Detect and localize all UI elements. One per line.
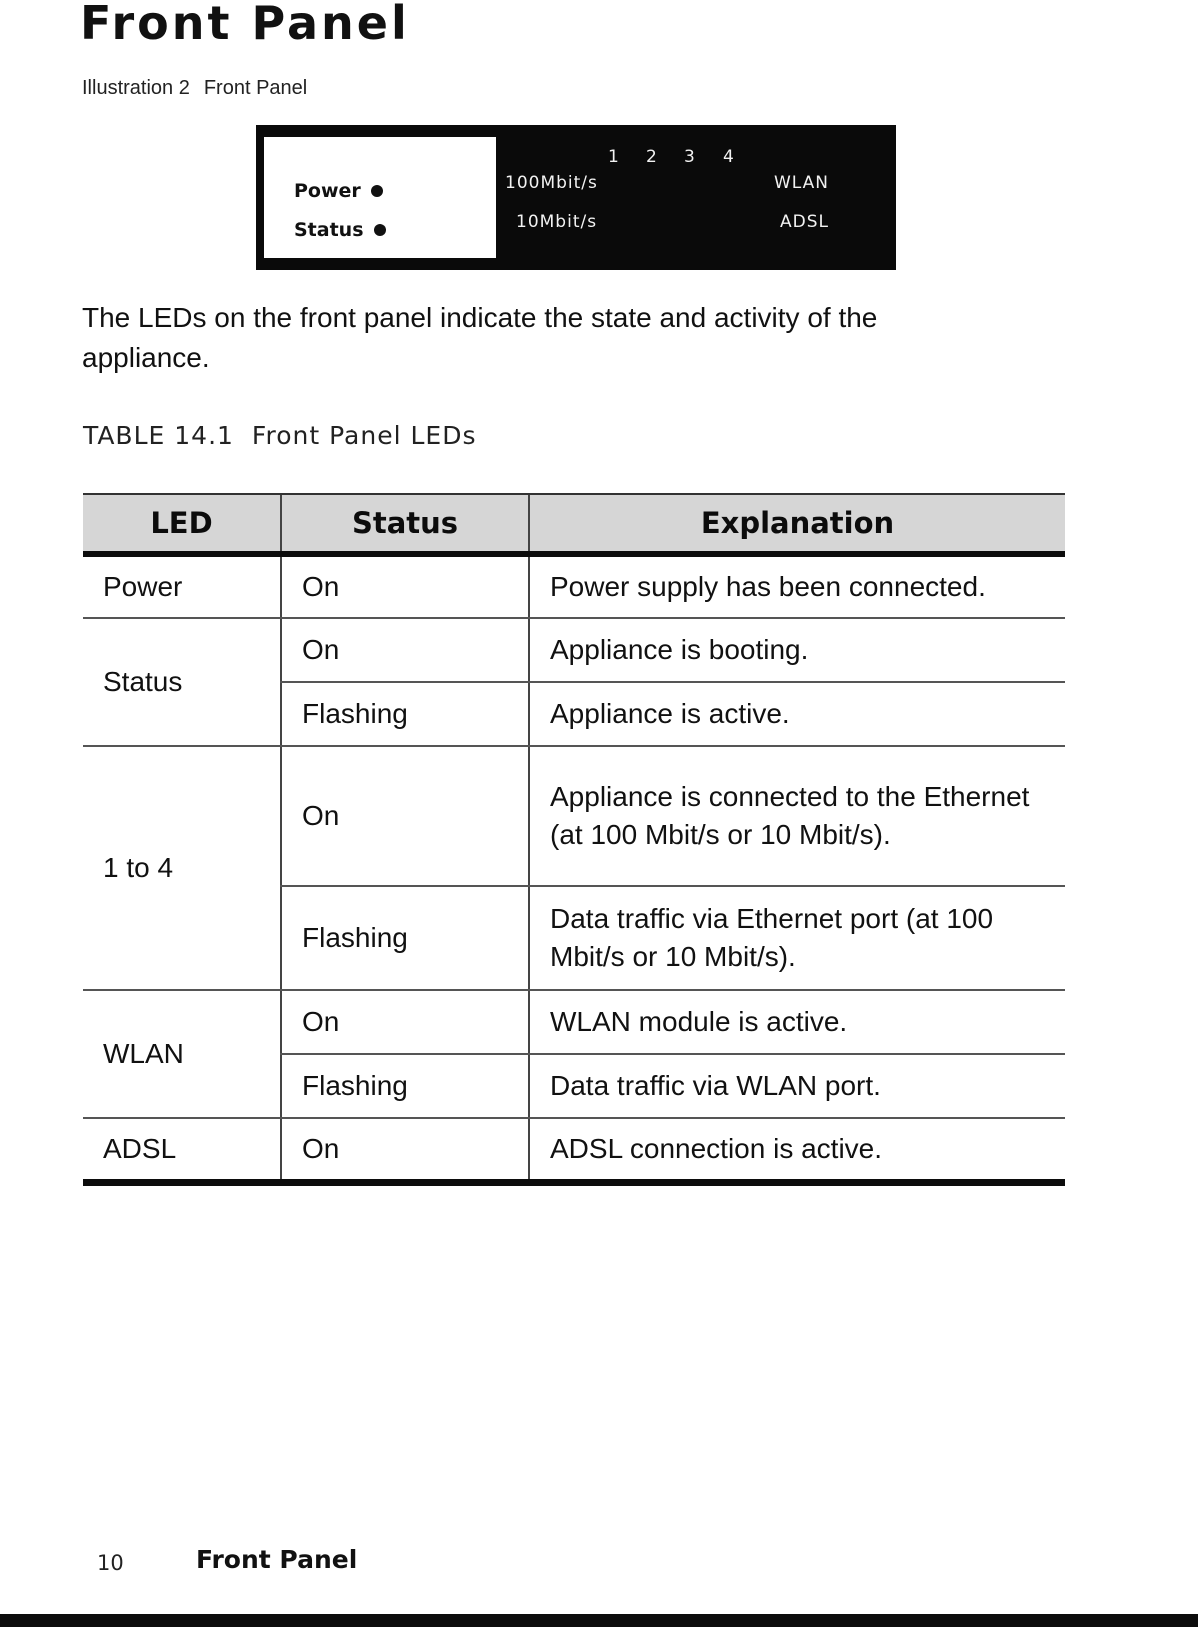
front-panel-port-1: 1 [608, 147, 620, 167]
page-title: Front Panel [80, 0, 410, 50]
explanation-cell: Appliance is connected to the Ethernet (at 100 Mbit/s or 10 Mbit/s). [529, 746, 1065, 886]
status-led-dot-icon [374, 224, 386, 236]
status-cell: On [281, 1118, 529, 1182]
table-row [83, 746, 1065, 886]
front-panel-label-plate [264, 137, 496, 258]
explanation-cell: Data traffic via Ethernet port (at 100 Mbit/s or 10 Mbit/s). [529, 886, 1065, 990]
table-caption-number: TABLE 14.1 [83, 421, 234, 450]
front-panel-illustration [256, 125, 896, 270]
status-cell: On [281, 618, 529, 682]
header-status: Status [281, 494, 529, 554]
led-cell: ADSL [83, 1118, 281, 1182]
explanation-cell: Appliance is booting. [529, 618, 1065, 682]
footer-page-number: 10 [97, 1551, 124, 1575]
explanation-cell: Data traffic via WLAN port. [529, 1054, 1065, 1118]
front-panel-adsl: ADSL [780, 212, 829, 232]
front-panel-speed-100: 100Mbit/s [505, 173, 598, 193]
status-cell: Flashing [281, 1054, 529, 1118]
front-panel-speed-10: 10Mbit/s [516, 212, 598, 232]
status-cell: On [281, 746, 529, 886]
front-panel-port-2: 2 [646, 147, 658, 167]
explanation-cell: Power supply has been connected. [529, 554, 1065, 618]
illustration-number: Illustration 2 [82, 77, 190, 99]
illustration-caption [82, 77, 307, 100]
header-explanation: Explanation [529, 494, 1065, 554]
table-row [83, 990, 1065, 1054]
status-cell: Flashing [281, 886, 529, 990]
front-panel-power-label: Power [294, 180, 361, 202]
led-cell: 1 to 4 [83, 746, 281, 990]
explanation-cell: WLAN module is active. [529, 990, 1065, 1054]
illustration-title: Front Panel [203, 77, 308, 99]
led-cell: Status [83, 618, 281, 746]
table-caption-title: Front Panel LEDs [251, 421, 477, 450]
table-row [83, 618, 1065, 682]
header-led: LED [83, 494, 281, 554]
table-caption [83, 421, 477, 450]
led-cell: Power [83, 554, 281, 618]
footer-section-title: Front Panel [196, 1545, 358, 1574]
front-panel-status-led [294, 219, 386, 241]
table-header-row [83, 494, 1065, 554]
footer-rule [0, 1614, 1198, 1627]
front-panel-power-led [294, 180, 383, 202]
explanation-cell: Appliance is active. [529, 682, 1065, 746]
led-table [83, 493, 1065, 1186]
front-panel-port-4: 4 [723, 147, 735, 167]
status-cell: Flashing [281, 682, 529, 746]
table-row [83, 1118, 1065, 1182]
led-cell: WLAN [83, 990, 281, 1118]
status-cell: On [281, 990, 529, 1054]
front-panel-status-label: Status [294, 219, 364, 241]
explanation-cell: ADSL connection is active. [529, 1118, 1065, 1182]
front-panel-port-3: 3 [684, 147, 696, 167]
table-row [83, 554, 1065, 618]
intro-paragraph: The LEDs on the front panel indicate the state and activity of the appliance. [82, 302, 878, 373]
front-panel-wlan: WLAN [774, 173, 830, 193]
status-cell: On [281, 554, 529, 618]
power-led-dot-icon [371, 185, 383, 197]
